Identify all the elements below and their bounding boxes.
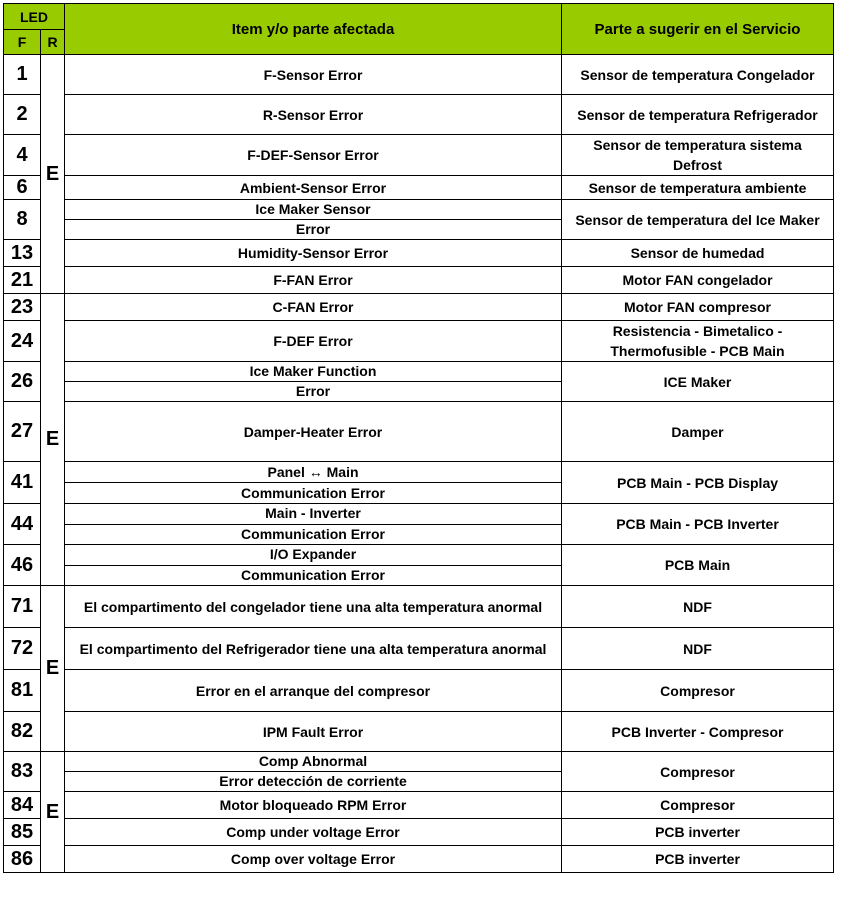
- suggested-part: [562, 752, 834, 792]
- affected-item-line: Panel ↔ Main: [267, 463, 359, 480]
- r-indicator: E: [41, 294, 65, 586]
- error-code-table: [3, 3, 834, 873]
- item-column-header: Item y/o parte afectada: [65, 4, 562, 55]
- suggested-part-line: Motor FAN compresor: [623, 299, 771, 315]
- suggested-part: [562, 402, 834, 462]
- affected-item-text: F-Sensor Error: [263, 66, 363, 83]
- error-code: 85: [4, 819, 41, 846]
- suggested-part: [562, 792, 834, 819]
- table-row: [4, 240, 834, 267]
- suggested-part: [562, 200, 834, 240]
- affected-item: [65, 846, 562, 873]
- affected-item-line: Error: [65, 219, 561, 239]
- suggested-part: [562, 712, 834, 752]
- affected-item-line: I/O Expander: [269, 546, 357, 563]
- affected-item-line: Ice Maker Function: [249, 363, 377, 379]
- suggested-part-line: PCB Main - PCB Display: [616, 474, 779, 491]
- led-header: LED: [4, 4, 65, 30]
- table-row: [4, 586, 834, 628]
- error-code: 23: [4, 294, 41, 321]
- suggested-part-line: Damper: [671, 423, 724, 440]
- table-row: [4, 55, 834, 95]
- affected-item: [65, 321, 562, 362]
- affected-item-line: Comp Abnormal: [258, 753, 368, 769]
- r-indicator: E: [41, 55, 65, 294]
- suggested-part-line: PCB Inverter - Compresor: [611, 723, 784, 740]
- affected-item-text: F-DEF-Sensor Error: [247, 147, 379, 163]
- table-row: [4, 628, 834, 670]
- affected-item: [65, 135, 562, 176]
- table-row: [4, 294, 834, 321]
- error-code: 72: [4, 628, 41, 670]
- affected-item-line: Error: [65, 381, 561, 401]
- affected-item: [65, 95, 562, 135]
- table-row: [4, 545, 834, 586]
- suggested-part-line: NDF: [683, 598, 712, 615]
- error-code: 26: [4, 362, 41, 402]
- error-code: 13: [4, 240, 41, 267]
- suggested-part-line: Sensor de temperatura Refrigerador: [577, 106, 818, 123]
- suggested-part: [562, 628, 834, 670]
- r-indicator: E: [41, 752, 65, 873]
- suggested-part-line: Sensor de temperatura del Ice Maker: [575, 211, 820, 228]
- suggested-part-line: Resistencia - Bimetalico -: [612, 323, 783, 339]
- affected-item-text: Comp under voltage Error: [226, 824, 400, 840]
- table-row: [4, 504, 834, 545]
- affected-item-line: Error detección de corriente: [65, 771, 561, 791]
- suggested-part-line: Sensor de humedad: [630, 245, 765, 261]
- affected-item: [65, 586, 562, 628]
- table-row: [4, 267, 834, 294]
- affected-item-text: C-FAN Error: [272, 299, 354, 315]
- affected-item: [65, 752, 562, 792]
- error-code: 27: [4, 402, 41, 462]
- affected-item: [65, 55, 562, 95]
- error-code: 2: [4, 95, 41, 135]
- affected-item: [65, 176, 562, 200]
- affected-item-text: Ambient-Sensor Error: [239, 179, 387, 196]
- error-code: 21: [4, 267, 41, 294]
- affected-item: [65, 402, 562, 462]
- suggested-part: [562, 819, 834, 846]
- suggested-part-line: Motor FAN congelador: [622, 272, 773, 288]
- affected-item: [65, 200, 562, 240]
- table-row: [4, 95, 834, 135]
- suggested-part: [562, 362, 834, 402]
- table-row: [4, 402, 834, 462]
- table-row: [4, 752, 834, 792]
- suggested-part: [562, 504, 834, 545]
- suggested-part: [562, 846, 834, 873]
- affected-item: [65, 670, 562, 712]
- affected-item-text: F-DEF Error: [273, 333, 353, 349]
- affected-item: [65, 628, 562, 670]
- affected-item-line: Communication Error: [65, 524, 561, 545]
- suggested-part-line: Compresor: [660, 797, 735, 813]
- suggested-part-line: Sensor de temperatura ambiente: [588, 179, 807, 196]
- table-row: [4, 819, 834, 846]
- affected-item-text: IPM Fault Error: [262, 723, 364, 740]
- error-code: 8: [4, 200, 41, 240]
- affected-item-line: Ice Maker Sensor: [255, 201, 371, 217]
- error-code: 6: [4, 176, 41, 200]
- error-code: 83: [4, 752, 41, 792]
- table-row: [4, 846, 834, 873]
- affected-item-text: Error en el arranque del compresor: [195, 682, 431, 699]
- affected-item: [65, 545, 562, 586]
- suggested-part-line: Sensor de temperatura Congelador: [580, 66, 815, 83]
- table-row: [4, 792, 834, 819]
- affected-item-text: R-Sensor Error: [262, 106, 364, 123]
- affected-item: [65, 712, 562, 752]
- affected-item: [65, 294, 562, 321]
- suggested-part-line: ICE Maker: [663, 373, 732, 390]
- suggested-part: [562, 135, 834, 176]
- suggested-part: [562, 462, 834, 504]
- suggested-part-line: Defrost: [672, 157, 722, 173]
- suggested-part: [562, 176, 834, 200]
- affected-item: [65, 792, 562, 819]
- affected-item-text: Humidity-Sensor Error: [237, 245, 389, 261]
- affected-item-text: Damper-Heater Error: [243, 423, 383, 440]
- affected-item-text: El compartimento del Refrigerador tiene una alta temperatura anormal: [79, 640, 547, 657]
- suggested-part-line: PCB inverter: [655, 824, 740, 840]
- table-row: [4, 462, 834, 504]
- suggested-part-line: NDF: [683, 640, 712, 657]
- affected-item-text: Comp over voltage Error: [230, 851, 396, 867]
- affected-item: [65, 462, 562, 504]
- suggested-part-line: PCB inverter: [655, 851, 740, 867]
- table-row: [4, 321, 834, 362]
- suggested-part: [562, 95, 834, 135]
- suggested-part: [562, 294, 834, 321]
- suggested-part: [562, 267, 834, 294]
- error-code: 44: [4, 504, 41, 545]
- suggested-part-line: PCB Main - PCB Inverter: [616, 516, 779, 532]
- r-column-header: R: [41, 30, 65, 55]
- f-column-header: F: [4, 30, 41, 55]
- affected-item-text: F-FAN Error: [273, 272, 353, 288]
- error-code: 46: [4, 545, 41, 586]
- affected-item: [65, 819, 562, 846]
- error-code: 41: [4, 462, 41, 504]
- affected-item: [65, 362, 562, 402]
- suggested-part: [562, 545, 834, 586]
- suggested-part: [562, 240, 834, 267]
- affected-item: [65, 240, 562, 267]
- table-row: [4, 670, 834, 712]
- suggested-part-line: Sensor de temperatura sistema: [593, 137, 802, 153]
- r-indicator: E: [41, 586, 65, 752]
- affected-item-text: El compartimento del congelador tiene una alta temperatura anormal: [83, 598, 543, 615]
- table-row: [4, 712, 834, 752]
- error-code: 86: [4, 846, 41, 873]
- error-code: 71: [4, 586, 41, 628]
- table-row: [4, 200, 834, 240]
- suggested-part-line: Compresor: [660, 763, 735, 780]
- error-code: 84: [4, 792, 41, 819]
- suggested-part-line: Thermofusible - PCB Main: [610, 343, 785, 359]
- suggested-part-line: Compresor: [660, 682, 735, 699]
- affected-item-line: Communication Error: [65, 565, 561, 586]
- affected-item: [65, 267, 562, 294]
- affected-item: [65, 504, 562, 545]
- suggested-part-line: PCB Main: [664, 557, 731, 573]
- error-code: 81: [4, 670, 41, 712]
- suggested-part: [562, 321, 834, 362]
- suggested-part: [562, 670, 834, 712]
- affected-item-line: Communication Error: [65, 482, 561, 503]
- table-row: [4, 176, 834, 200]
- error-code: 1: [4, 55, 41, 95]
- suggested-part: [562, 55, 834, 95]
- table-row: [4, 362, 834, 402]
- error-code: 24: [4, 321, 41, 362]
- suggested-part: [562, 586, 834, 628]
- affected-item-text: Motor bloqueado RPM Error: [219, 797, 407, 813]
- part-column-header: Parte a sugerir en el Servicio: [562, 4, 834, 55]
- error-code: 82: [4, 712, 41, 752]
- error-code: 4: [4, 135, 41, 176]
- affected-item-line: Main - Inverter: [265, 505, 361, 522]
- table-row: [4, 135, 834, 176]
